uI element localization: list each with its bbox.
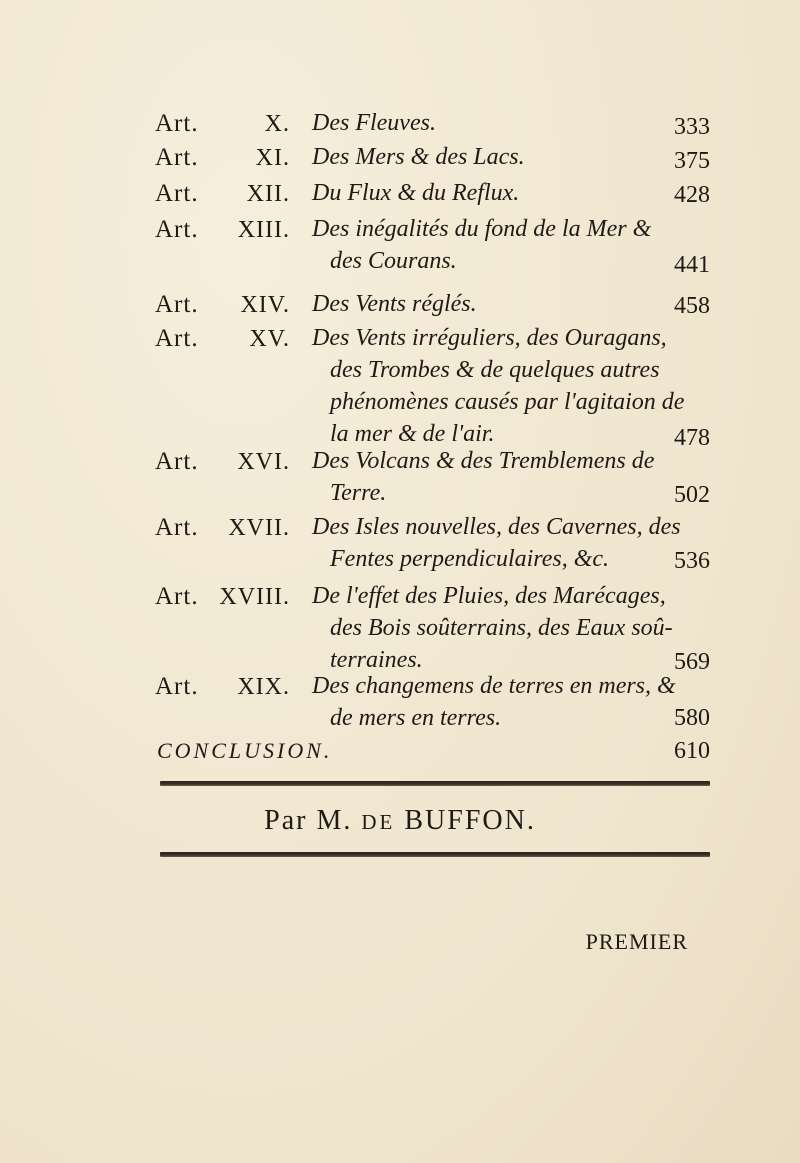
article-title: De l'effet des Pluies, des Marécages, des Bois soûterrains, des Eaux soû- terraines.: [312, 583, 673, 673]
catchword: PREMIER: [585, 929, 688, 954]
article-number: X.: [264, 111, 290, 137]
page-number: 580: [674, 705, 710, 731]
article-number: XIV.: [240, 292, 290, 318]
page-number: 569: [674, 649, 710, 675]
article-word: Art.: [155, 144, 199, 171]
article-title: Des inégalités du fond de la Mer & des Courans.: [312, 216, 652, 274]
byline: [0, 805, 800, 837]
article-title: Des Vents réglés.: [312, 291, 477, 317]
article-title: Des changemens de terres en mers, & de mers en terres.: [312, 673, 676, 731]
article-word: Art.: [155, 673, 199, 700]
article-word: Art.: [155, 448, 199, 475]
byline-particle: DE: [361, 810, 396, 834]
article-word: Art.: [155, 291, 199, 318]
article-word: Art.: [155, 110, 199, 137]
article-number: XIII.: [237, 217, 290, 243]
article-number: XII.: [246, 181, 290, 207]
bottom-rule: [160, 852, 710, 857]
page-number: 502: [674, 482, 710, 508]
article-word: Art.: [155, 325, 199, 352]
conclusion-label: CONCLUSION.: [157, 738, 333, 763]
article-title: Des Mers & des Lacs.: [312, 144, 525, 170]
article-number: XV.: [249, 326, 290, 352]
page-number: 536: [674, 548, 710, 574]
article-title: Des Isles nouvelles, des Cavernes, des Fentes perpendiculaires, &c.: [312, 514, 681, 572]
byline-name: BUFFON.: [404, 805, 536, 836]
article-title: Des Fleuves.: [312, 110, 436, 136]
article-word: Art.: [155, 216, 199, 243]
page-number: 441: [674, 252, 710, 278]
article-word: Art.: [155, 514, 199, 541]
article-number: XVII.: [228, 515, 290, 541]
article-word: Art.: [155, 583, 199, 610]
page-number: 458: [674, 293, 710, 319]
top-rule: [160, 781, 710, 786]
conclusion-page-number: 610: [674, 738, 710, 764]
page-number: 478: [674, 425, 710, 451]
page-number: 333: [674, 114, 710, 140]
page-number: 375: [674, 148, 710, 174]
page-number: 428: [674, 182, 710, 208]
article-number: XIX.: [237, 674, 290, 700]
article-number: XVIII.: [219, 584, 290, 610]
article-number: XVI.: [237, 449, 290, 475]
article-title: Du Flux & du Reflux.: [312, 180, 520, 206]
article-word: Art.: [155, 180, 199, 207]
byline-prefix: Par M.: [264, 805, 353, 836]
article-title: Des Volcans & des Tremblemens de Terre.: [312, 448, 655, 506]
article-number: XI.: [255, 145, 290, 171]
article-title: Des Vents irréguliers, des Ouragans, des Trombes & de quelques autres phénomènes causés par l'agitaion de la mer & de l'air.: [312, 325, 685, 447]
